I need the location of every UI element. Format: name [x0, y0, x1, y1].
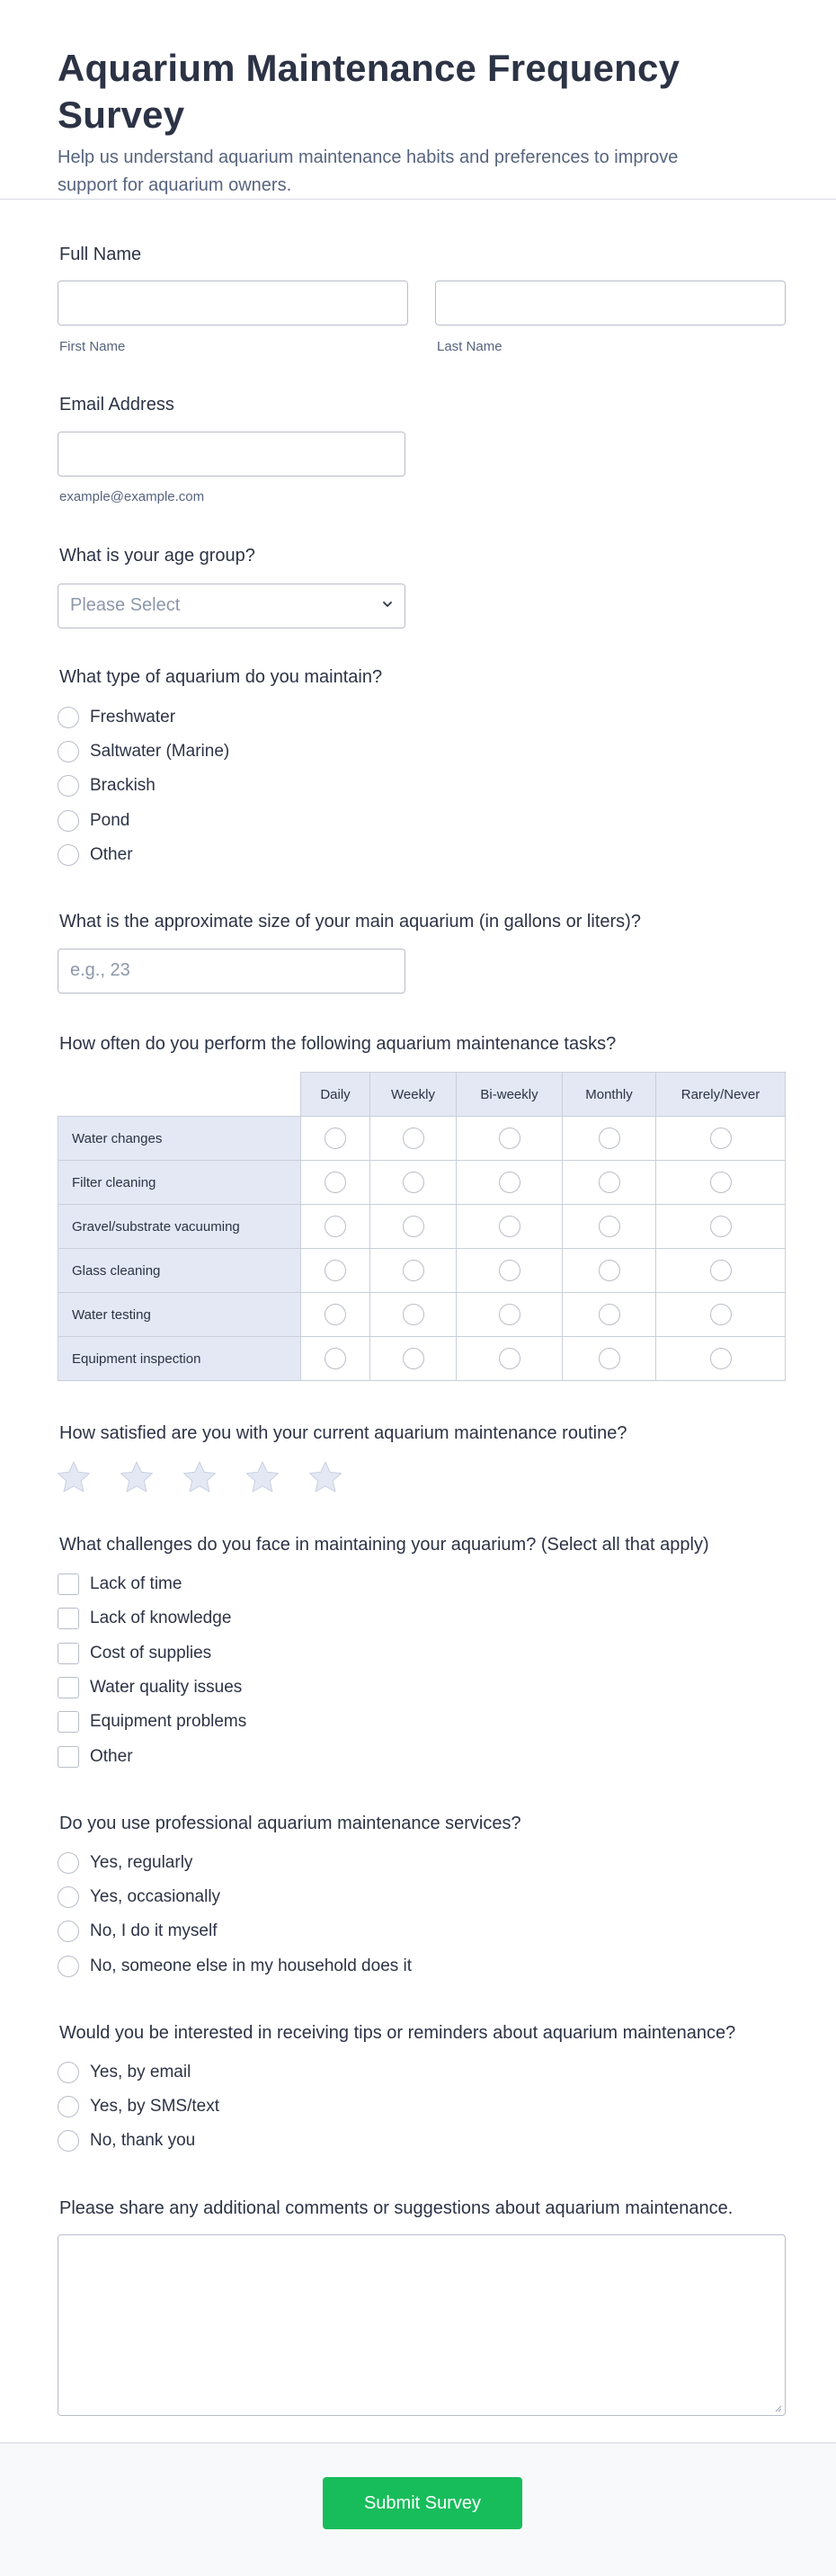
- matrix-cell: [563, 1205, 656, 1249]
- star-icon[interactable]: [307, 1459, 343, 1495]
- radio-button[interactable]: [58, 1921, 79, 1942]
- matrix-header-row: [58, 1073, 786, 1117]
- matrix-radio-button[interactable]: [499, 1348, 520, 1369]
- aquarium-type-option[interactable]: [58, 705, 175, 730]
- matrix-cell: [656, 1117, 786, 1161]
- matrix-row: [58, 1117, 786, 1161]
- tips-label: Would you be interested in receiving tips or reminders about aquarium maintenance?: [59, 2023, 736, 2043]
- option-label: No, thank you: [90, 2131, 196, 2150]
- matrix-row: [58, 1161, 786, 1205]
- radio-button[interactable]: [58, 707, 79, 728]
- matrix-column-header: Daily: [301, 1073, 370, 1117]
- star-rating: [56, 1459, 343, 1495]
- option-label: Lack of knowledge: [90, 1609, 232, 1627]
- matrix-cell: [301, 1117, 370, 1161]
- radio-button[interactable]: [58, 1852, 79, 1874]
- tank-size-label: What is the approximate size of your main aquarium (in gallons or liters)?: [59, 912, 641, 931]
- matrix-cell: [301, 1337, 370, 1381]
- matrix-radio-button[interactable]: [710, 1260, 732, 1281]
- matrix-radio-button[interactable]: [325, 1304, 346, 1325]
- star-icon[interactable]: [182, 1459, 218, 1495]
- option-label: Lack of time: [90, 1574, 182, 1593]
- aquarium-type-question: [58, 667, 786, 688]
- option-label: Yes, occasionally: [90, 1887, 221, 1906]
- aquarium-type-label: What type of aquarium do you maintain?: [59, 667, 383, 687]
- matrix-radio-button[interactable]: [710, 1128, 732, 1149]
- full-name-question: [58, 245, 786, 265]
- matrix-row-label: Water changes: [58, 1117, 301, 1161]
- tips-option[interactable]: [58, 2060, 191, 2085]
- option-label: Yes, by SMS/text: [90, 2097, 219, 2116]
- challenge-option[interactable]: [58, 1744, 133, 1769]
- option-label: Yes, by email: [90, 2063, 191, 2081]
- radio-button[interactable]: [58, 844, 79, 866]
- challenges-question: [58, 1535, 786, 1555]
- tips-question: [58, 2023, 786, 2044]
- email-question: [58, 395, 786, 415]
- option-label: No, I do it myself: [90, 1921, 218, 1940]
- matrix-cell: [370, 1337, 457, 1381]
- matrix-column-header: Rarely/Never: [656, 1073, 786, 1117]
- matrix-cell: [370, 1205, 457, 1249]
- matrix-cell: [563, 1161, 656, 1205]
- comments-textarea[interactable]: [58, 2234, 786, 2416]
- radio-button[interactable]: [58, 2062, 79, 2083]
- matrix-cell: [656, 1249, 786, 1293]
- form-header: [0, 0, 836, 200]
- age-group-question: [58, 546, 786, 566]
- matrix-radio-button[interactable]: [499, 1216, 520, 1237]
- matrix-cell: [457, 1161, 563, 1205]
- matrix-cell: [563, 1249, 656, 1293]
- tank-size-placeholder: e.g., 23: [70, 960, 130, 980]
- email-input[interactable]: [58, 432, 405, 477]
- matrix-row-label: Gravel/substrate vacuuming: [58, 1205, 301, 1249]
- matrix-radio-button[interactable]: [325, 1348, 346, 1369]
- aquarium-type-option[interactable]: [58, 739, 229, 764]
- comments-label: Please share any additional comments or suggestions about aquarium maintenance.: [59, 2198, 734, 2218]
- matrix-radio-button[interactable]: [499, 1172, 520, 1193]
- professional-option[interactable]: [58, 1954, 412, 1979]
- matrix-radio-button[interactable]: [403, 1172, 424, 1193]
- option-label: Cost of supplies: [90, 1644, 212, 1662]
- matrix-cell: [301, 1293, 370, 1337]
- tips-option[interactable]: [58, 2094, 219, 2119]
- radio-button[interactable]: [58, 1886, 79, 1908]
- age-group-selected-value: Please Select: [70, 595, 181, 615]
- matrix-column-header: Monthly: [563, 1073, 656, 1117]
- aquarium-type-option[interactable]: [58, 773, 156, 798]
- matrix-cell: [370, 1161, 457, 1205]
- option-label: Saltwater (Marine): [90, 742, 230, 761]
- checkbox[interactable]: [58, 1608, 79, 1629]
- first-name-sublabel: First Name: [59, 339, 126, 354]
- option-label: Brackish: [90, 776, 156, 795]
- matrix-radio-button[interactable]: [599, 1348, 620, 1369]
- professional-option[interactable]: [58, 1850, 192, 1876]
- matrix-row: [58, 1205, 786, 1249]
- matrix-radio-button[interactable]: [710, 1172, 732, 1193]
- matrix-column-header: Bi-weekly: [457, 1073, 563, 1117]
- matrix-radio-button[interactable]: [710, 1216, 732, 1237]
- matrix-cell: [301, 1205, 370, 1249]
- page-description: Help us understand aquarium maintenance habits and preferences to improve support for aquarium owners.: [58, 147, 679, 195]
- star-icon[interactable]: [119, 1459, 155, 1495]
- matrix-radio-button[interactable]: [599, 1128, 620, 1149]
- matrix-cell: [656, 1205, 786, 1249]
- tank-size-input[interactable]: [58, 949, 405, 994]
- challenge-option[interactable]: [58, 1606, 231, 1631]
- submit-button[interactable]: Submit Survey: [323, 2477, 522, 2529]
- matrix-radio-button[interactable]: [710, 1348, 732, 1369]
- matrix-radio-button[interactable]: [325, 1216, 346, 1237]
- checkbox[interactable]: [58, 1711, 79, 1733]
- page-title: Aquarium Maintenance Frequency Survey: [58, 47, 680, 136]
- professional-option[interactable]: [58, 1885, 220, 1910]
- matrix-radio-button[interactable]: [599, 1216, 620, 1237]
- star-icon[interactable]: [245, 1459, 280, 1495]
- last-name-sublabel: Last Name: [437, 339, 502, 354]
- matrix-cell: [457, 1293, 563, 1337]
- radio-button[interactable]: [58, 2130, 79, 2152]
- radio-button[interactable]: [58, 1956, 79, 1977]
- matrix-cell: [370, 1249, 457, 1293]
- matrix-cell: [301, 1161, 370, 1205]
- matrix-radio-button[interactable]: [599, 1172, 620, 1193]
- matrix-cell: [656, 1337, 786, 1381]
- matrix-cell: [457, 1249, 563, 1293]
- challenge-option[interactable]: [58, 1675, 242, 1700]
- matrix-radio-button[interactable]: [403, 1260, 424, 1281]
- tips-option[interactable]: [58, 2128, 195, 2153]
- checkbox[interactable]: [58, 1746, 79, 1768]
- option-label: Equipment problems: [90, 1712, 247, 1731]
- aquarium-type-option[interactable]: [58, 808, 129, 833]
- radio-button[interactable]: [58, 775, 79, 797]
- option-label: Other: [90, 845, 133, 864]
- professional-option[interactable]: [58, 1919, 218, 1944]
- challenge-option[interactable]: [58, 1709, 246, 1734]
- matrix-radio-button[interactable]: [403, 1304, 424, 1325]
- matrix-cell: [457, 1337, 563, 1381]
- satisfaction-question: [58, 1423, 786, 1444]
- option-label: Freshwater: [90, 708, 176, 726]
- matrix-row: [58, 1337, 786, 1381]
- resize-handle-icon[interactable]: [773, 2403, 782, 2412]
- matrix-row-label: Equipment inspection: [58, 1337, 301, 1381]
- matrix-radio-button[interactable]: [710, 1304, 732, 1325]
- matrix-radio-button[interactable]: [499, 1128, 520, 1149]
- matrix-radio-button[interactable]: [403, 1216, 424, 1237]
- matrix-cell: [563, 1117, 656, 1161]
- option-label: Other: [90, 1747, 133, 1766]
- radio-button[interactable]: [58, 741, 79, 762]
- star-icon[interactable]: [56, 1459, 92, 1495]
- matrix-cell: [563, 1293, 656, 1337]
- option-label: No, someone else in my household does it: [90, 1957, 413, 1975]
- matrix-cell: [370, 1117, 457, 1161]
- option-label: Pond: [90, 811, 130, 830]
- form-footer: [0, 2443, 836, 2576]
- matrix-radio-button[interactable]: [403, 1348, 424, 1369]
- challenges-label: What challenges do you face in maintaining your aquarium? (Select all that apply): [59, 1535, 709, 1555]
- maintenance-frequency-matrix: [58, 1072, 786, 1381]
- matrix-cell: [457, 1205, 563, 1249]
- matrix-row: [58, 1249, 786, 1293]
- matrix-row-label: Water testing: [58, 1293, 301, 1337]
- maintenance-matrix-question: [58, 1034, 786, 1055]
- matrix-radio-button[interactable]: [325, 1128, 346, 1149]
- radio-button[interactable]: [58, 810, 79, 832]
- matrix-row-label: Glass cleaning: [58, 1249, 301, 1293]
- matrix-radio-button[interactable]: [325, 1260, 346, 1281]
- matrix-cell: [563, 1337, 656, 1381]
- full-name-label: Full Name: [59, 245, 142, 264]
- option-label: Water quality issues: [90, 1678, 243, 1697]
- matrix-cell: [301, 1249, 370, 1293]
- matrix-radio-button[interactable]: [599, 1304, 620, 1325]
- matrix-row-label: Filter cleaning: [58, 1161, 301, 1205]
- checkbox[interactable]: [58, 1573, 79, 1595]
- matrix-cell: [457, 1117, 563, 1161]
- matrix-radio-button[interactable]: [599, 1260, 620, 1281]
- last-name-input[interactable]: [435, 281, 786, 325]
- matrix-column-header: Weekly: [370, 1073, 457, 1117]
- matrix-row: [58, 1293, 786, 1337]
- matrix-radio-button[interactable]: [325, 1172, 346, 1193]
- age-group-select[interactable]: [58, 584, 405, 628]
- checkbox[interactable]: [58, 1643, 79, 1664]
- aquarium-type-option[interactable]: [58, 842, 133, 868]
- chevron-down-icon: [381, 598, 394, 611]
- matrix-corner: [58, 1073, 301, 1117]
- matrix-cell: [656, 1161, 786, 1205]
- email-sublabel: example@example.com: [59, 489, 205, 504]
- matrix-cell: [370, 1293, 457, 1337]
- satisfaction-label: How satisfied are you with your current aquarium maintenance routine?: [59, 1423, 627, 1443]
- matrix-radio-button[interactable]: [403, 1128, 424, 1149]
- maintenance-matrix-label: How often do you perform the following aquarium maintenance tasks?: [59, 1034, 617, 1054]
- matrix-radio-button[interactable]: [499, 1260, 520, 1281]
- radio-button[interactable]: [58, 2096, 79, 2117]
- checkbox[interactable]: [58, 1677, 79, 1698]
- comments-question: [58, 2198, 786, 2219]
- professional-question: [58, 1814, 786, 1834]
- age-group-label: What is your age group?: [59, 546, 255, 566]
- professional-label: Do you use professional aquarium maintenance services?: [59, 1814, 521, 1833]
- option-label: Yes, regularly: [90, 1853, 193, 1872]
- challenge-option[interactable]: [58, 1572, 182, 1597]
- email-label: Email Address: [59, 395, 174, 414]
- challenge-option[interactable]: [58, 1641, 211, 1666]
- matrix-cell: [656, 1293, 786, 1337]
- first-name-input[interactable]: [58, 281, 408, 325]
- tank-size-question: [58, 912, 786, 932]
- matrix-radio-button[interactable]: [499, 1304, 520, 1325]
